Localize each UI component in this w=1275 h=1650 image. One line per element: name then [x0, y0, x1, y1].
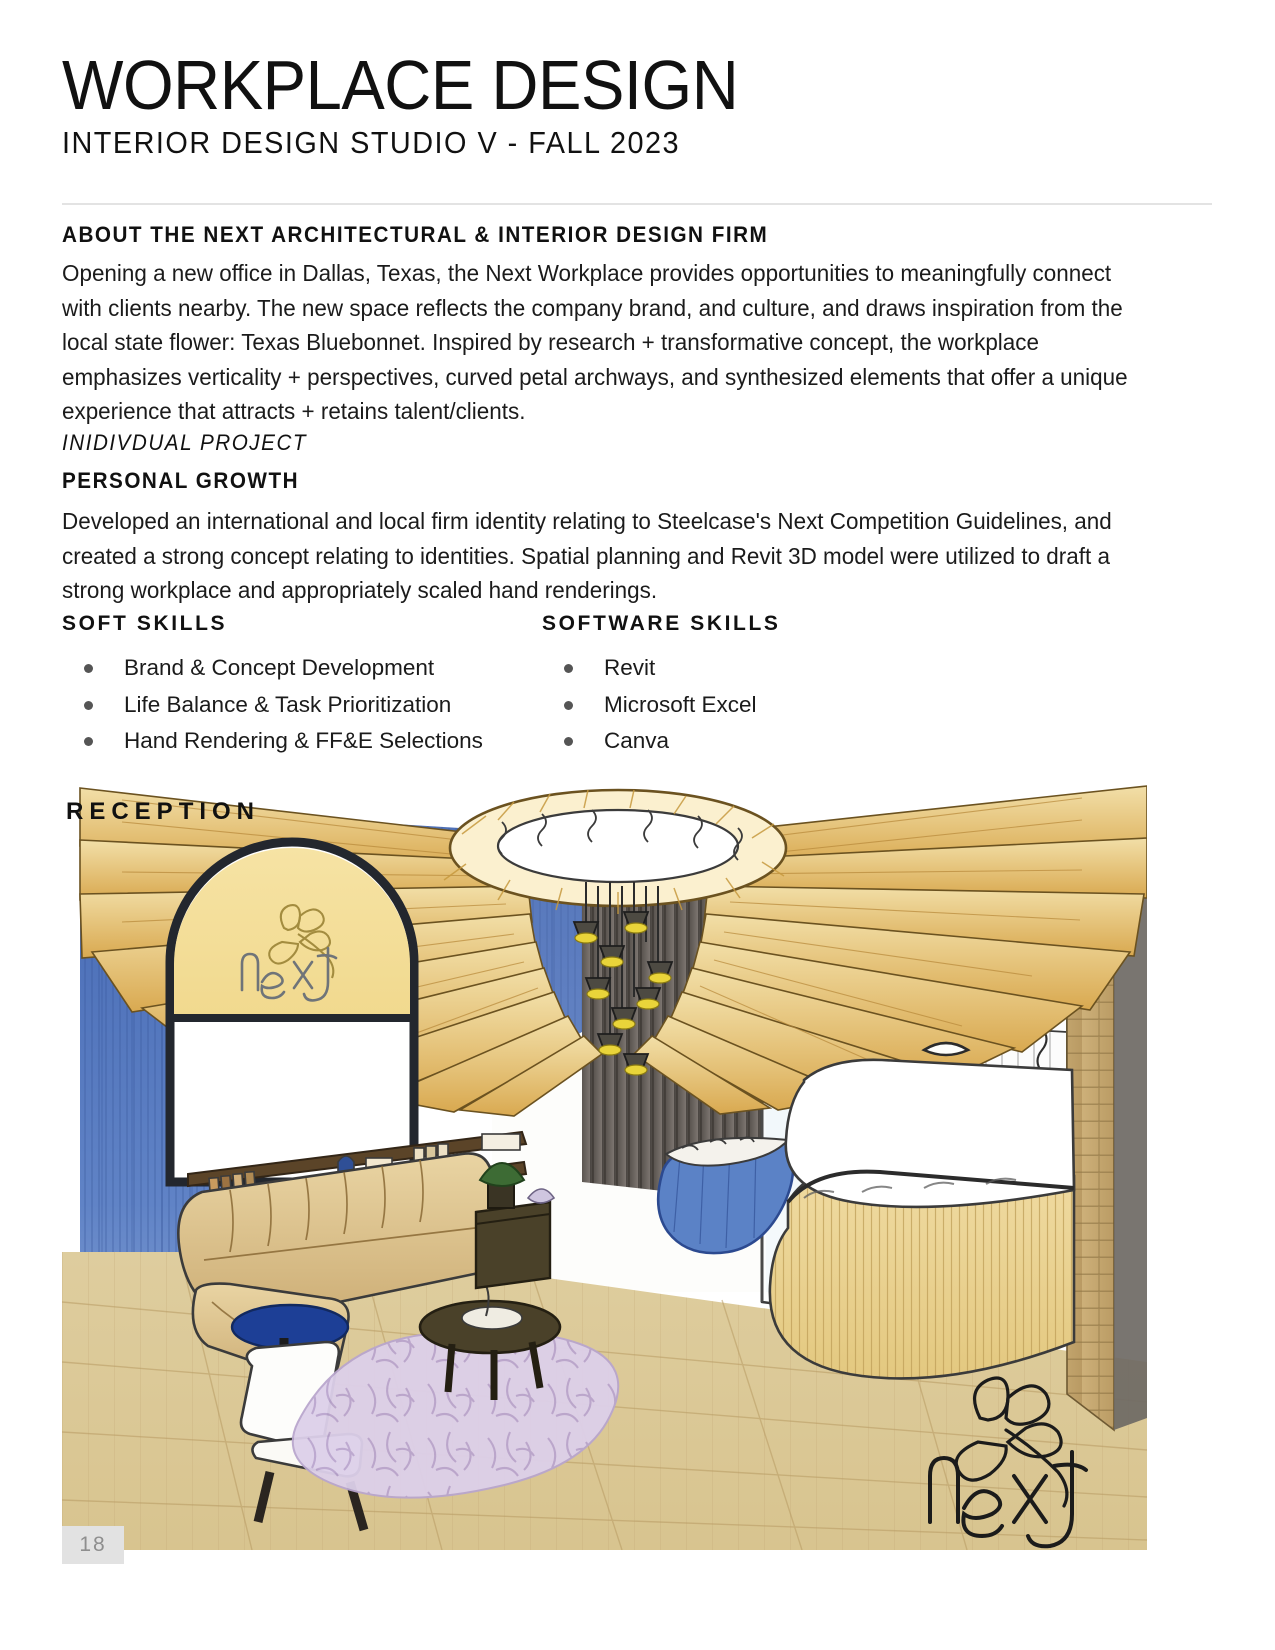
software-skills-column	[542, 612, 1022, 760]
about-heading: ABOUT THE NEXT ARCHITECTURAL & INTERIOR DESIGN FIRM	[62, 222, 769, 247]
header-divider	[62, 203, 1212, 205]
personal-growth-heading: PERSONAL GROWTH	[62, 468, 300, 493]
bullet-icon	[84, 701, 93, 710]
bullet-icon	[84, 737, 93, 746]
soft-skills-list	[62, 650, 542, 760]
list-item	[542, 687, 1022, 724]
software-skills-heading: SOFTWARE SKILLS	[542, 612, 781, 635]
soft-skill-label: Hand Rendering & FF&E Selections	[124, 728, 483, 753]
rendering-label: RECEPTION	[66, 798, 261, 825]
soft-skills-heading: SOFT SKILLS	[62, 612, 228, 635]
list-item	[542, 650, 1022, 687]
about-section	[62, 222, 1202, 429]
personal-growth-section	[62, 468, 1202, 608]
bullet-icon	[564, 701, 573, 710]
software-skills-list	[542, 650, 1022, 760]
project-type-section	[62, 430, 323, 456]
list-item	[62, 687, 542, 724]
software-skill-label: Revit	[604, 655, 656, 680]
page-title: WORKPLACE DESIGN	[62, 46, 739, 124]
page-number: 18	[62, 1526, 124, 1564]
bullet-icon	[564, 737, 573, 746]
list-item	[62, 723, 542, 760]
soft-skill-label: Life Balance & Task Prioritization	[124, 691, 452, 717]
personal-growth-body: Developed an international and local firm identity relating to Steelcase's Next Competition Guidelines, and created a strong concept relating to identities. Spatial planning and Revit 3D model were utilized to draft a strong workplace and appropriately scaled hand renderings.	[62, 508, 1112, 603]
soft-skills-column	[62, 612, 542, 760]
about-body: Opening a new office in Dallas, Texas, the Next Workplace provides opportunities to meaningfully connect with clients nearby. The new space reflects the company brand, and culture, and draws inspiration from the local state flower: Texas Bluebonnet. Inspired by research + transformative concept, the workplace emphasizes verticality + perspectives, curved petal archways, and synthesized elements that offer a unique experience that attracts + retains talent/clients.	[62, 260, 1128, 424]
reception-rendering	[62, 782, 1147, 1550]
page-subtitle: INTERIOR DESIGN STUDIO V - FALL 2023	[62, 125, 681, 161]
skills-section	[62, 612, 1162, 760]
software-skill-label: Microsoft Excel	[604, 691, 757, 717]
software-skill-label: Canva	[604, 728, 670, 753]
page-header	[62, 46, 1212, 161]
project-type-label: INIDIVDUAL PROJECT	[62, 430, 308, 455]
reception-sketch-svg	[62, 782, 1147, 1550]
list-item	[62, 650, 542, 687]
bullet-icon	[564, 664, 573, 673]
list-item	[542, 723, 1022, 760]
soft-skill-label: Brand & Concept Development	[124, 655, 435, 680]
bullet-icon	[84, 664, 93, 673]
